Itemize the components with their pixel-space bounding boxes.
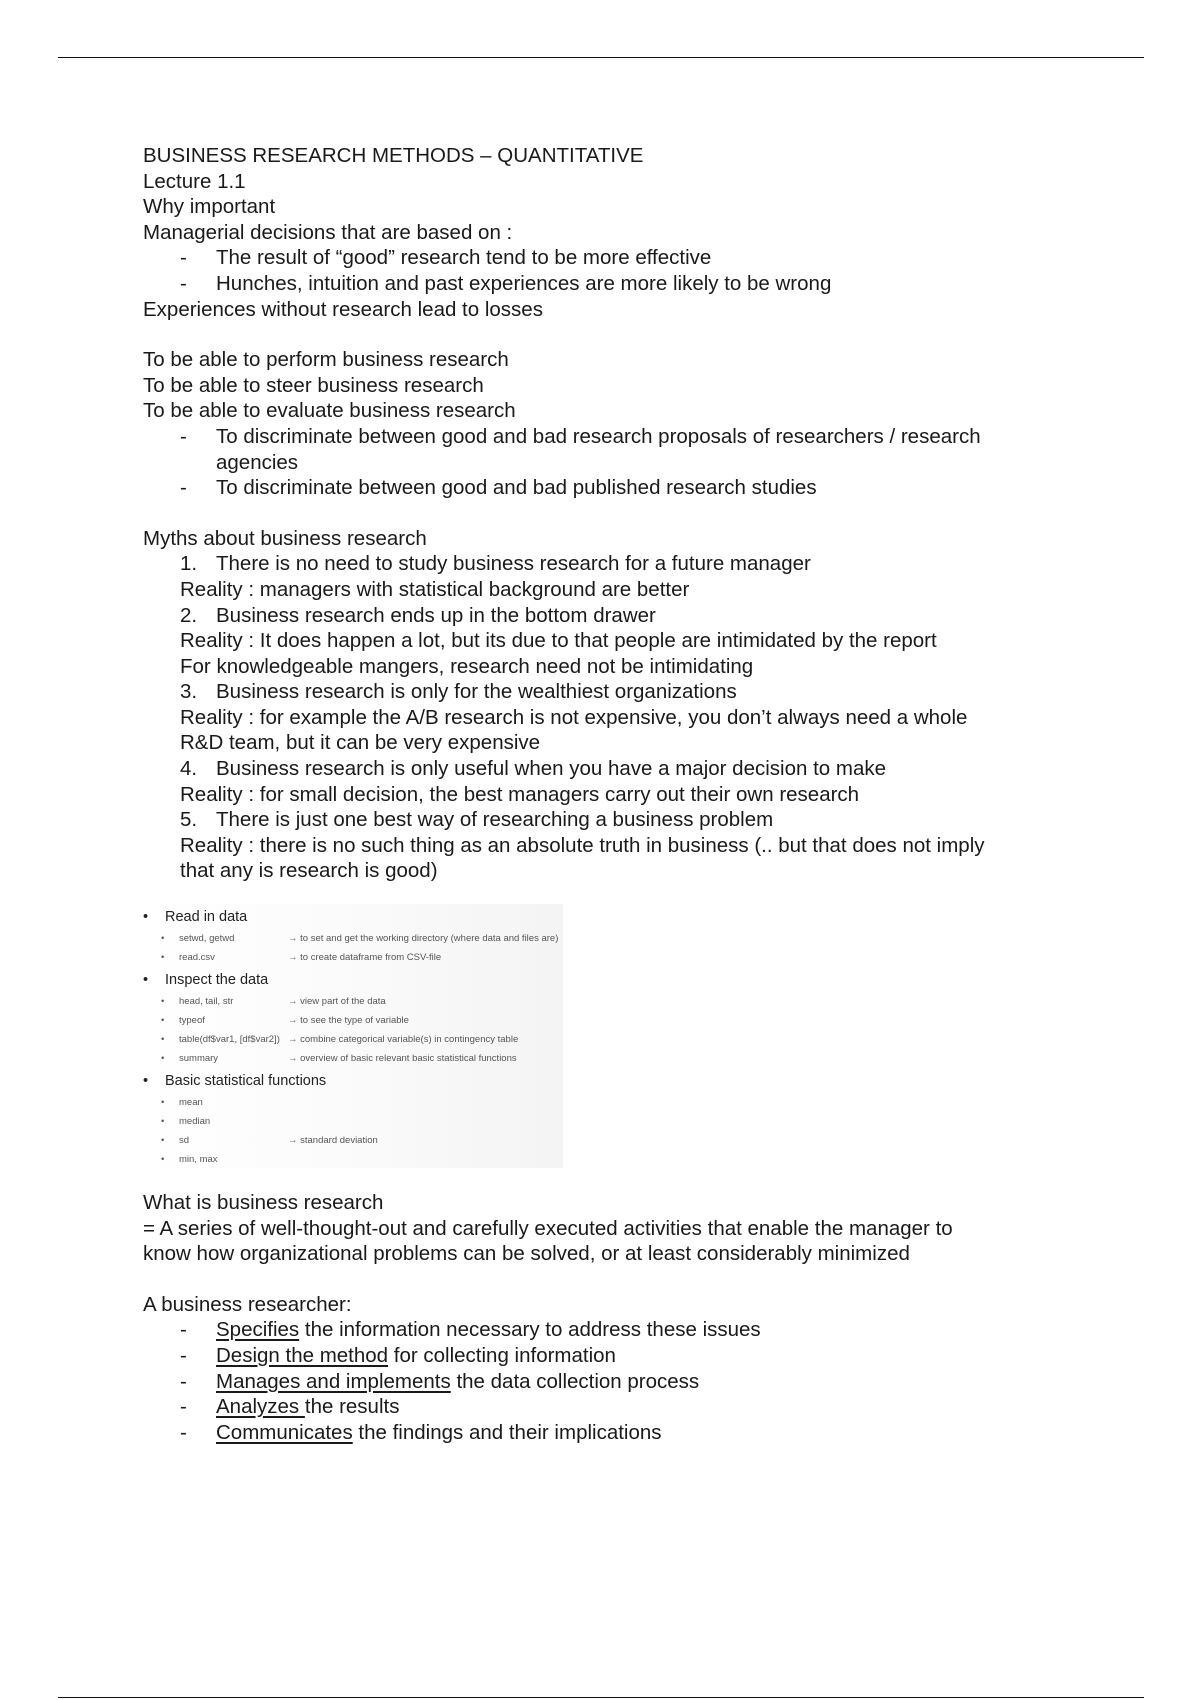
list-item: - Specifies the information necessary to address these issues <box>180 1318 761 1342</box>
myths-heading: Myths about business research <box>143 526 427 550</box>
list-item: - Hunches, intuition and past experiences are more likely to be wrong <box>180 271 832 295</box>
myth-reality: R&D team, but it can be very expensive <box>180 731 541 755</box>
figure-item: • summary → overview of basic relevant basic statistical functions <box>161 1053 517 1065</box>
document-body <box>143 143 1063 1445</box>
list-item: - Analyzes the results <box>180 1395 400 1419</box>
figure-item: • table(df$var1, [df$var2]) → combine categorical variable(s) in contingency table <box>161 1034 519 1046</box>
list-item: - To discriminate between good and bad research proposals of researchers / research agencies <box>180 424 981 474</box>
top-rule <box>58 57 1144 58</box>
myth-item: 5. There is just one best way of researching a business problem <box>180 808 774 832</box>
myth-reality: Reality : there is no such thing as an absolute truth in business (.. but that does not imply <box>180 833 985 857</box>
document-title: BUSINESS RESEARCH METHODS – QUANTITATIVE <box>143 144 644 167</box>
ability-line: To be able to perform business research <box>143 348 509 372</box>
lecture-label: Lecture 1.1 <box>143 169 246 193</box>
list-item: - Manages and implements the data collection process <box>180 1369 700 1393</box>
list-item: - The result of “good” research tend to be more effective <box>180 246 712 270</box>
figure-heading: • Inspect the data <box>143 972 269 989</box>
figure-item: • sd → standard deviation <box>161 1135 378 1147</box>
what-definition: know how organizational problems can be solved, or at least considerably minimized <box>143 1242 910 1266</box>
decisions-intro: Managerial decisions that are based on : <box>143 220 513 244</box>
myth-reality: Reality : for example the A/B research is not expensive, you don’t always need a whole <box>180 705 968 729</box>
researcher-heading: A business researcher: <box>143 1292 352 1316</box>
figure-heading: • Basic statistical functions <box>143 1073 327 1090</box>
myth-reality: Reality : managers with statistical background are better <box>180 577 690 601</box>
figure-item: • typeof → to see the type of variable <box>161 1015 409 1027</box>
what-definition: = A series of well-thought-out and carefully executed activities that enable the manager to <box>143 1216 953 1240</box>
myth-reality: Reality : for small decision, the best managers carry out their own research <box>180 782 860 806</box>
figure-item: • read.csv → to create dataframe from CSV-file <box>161 952 442 964</box>
figure-heading: • Read in data <box>143 909 248 926</box>
myth-reality: Reality : It does happen a lot, but its due to that people are intimidated by the report <box>180 629 937 653</box>
figure-item: • head, tail, str → view part of the data <box>161 996 386 1008</box>
myth-item: 1. There is no need to study business research for a future manager <box>180 552 811 576</box>
myth-reality: For knowledgeable mangers, research need not be intimidating <box>180 654 754 678</box>
ability-line: To be able to steer business research <box>143 373 484 397</box>
why-heading: Why important <box>143 195 276 219</box>
myth-reality: that any is research is good) <box>180 859 438 883</box>
myth-item: 3. Business research is only for the wealthiest organizations <box>180 680 737 704</box>
bottom-rule <box>58 1697 1144 1698</box>
experiences-line: Experiences without research lead to losses <box>143 297 543 321</box>
ability-line: To be able to evaluate business research <box>143 399 516 423</box>
figure-item: • min, max <box>161 1154 218 1166</box>
what-heading: What is business research <box>143 1191 384 1215</box>
figure-item: • setwd, getwd → to set and get the working directory (where data and files are) <box>161 933 559 945</box>
list-item: - To discriminate between good and bad published research studies <box>180 476 817 500</box>
list-item: - Communicates the findings and their implications <box>180 1420 662 1444</box>
figure-item: • mean <box>161 1097 203 1109</box>
figure-item: • median <box>161 1116 211 1128</box>
myth-item: 4. Business research is only useful when you have a major decision to make <box>180 757 887 781</box>
myth-item: 2. Business research ends up in the bottom drawer <box>180 603 656 627</box>
list-item: - Design the method for collecting information <box>180 1344 616 1367</box>
r-functions-figure <box>143 904 563 1168</box>
